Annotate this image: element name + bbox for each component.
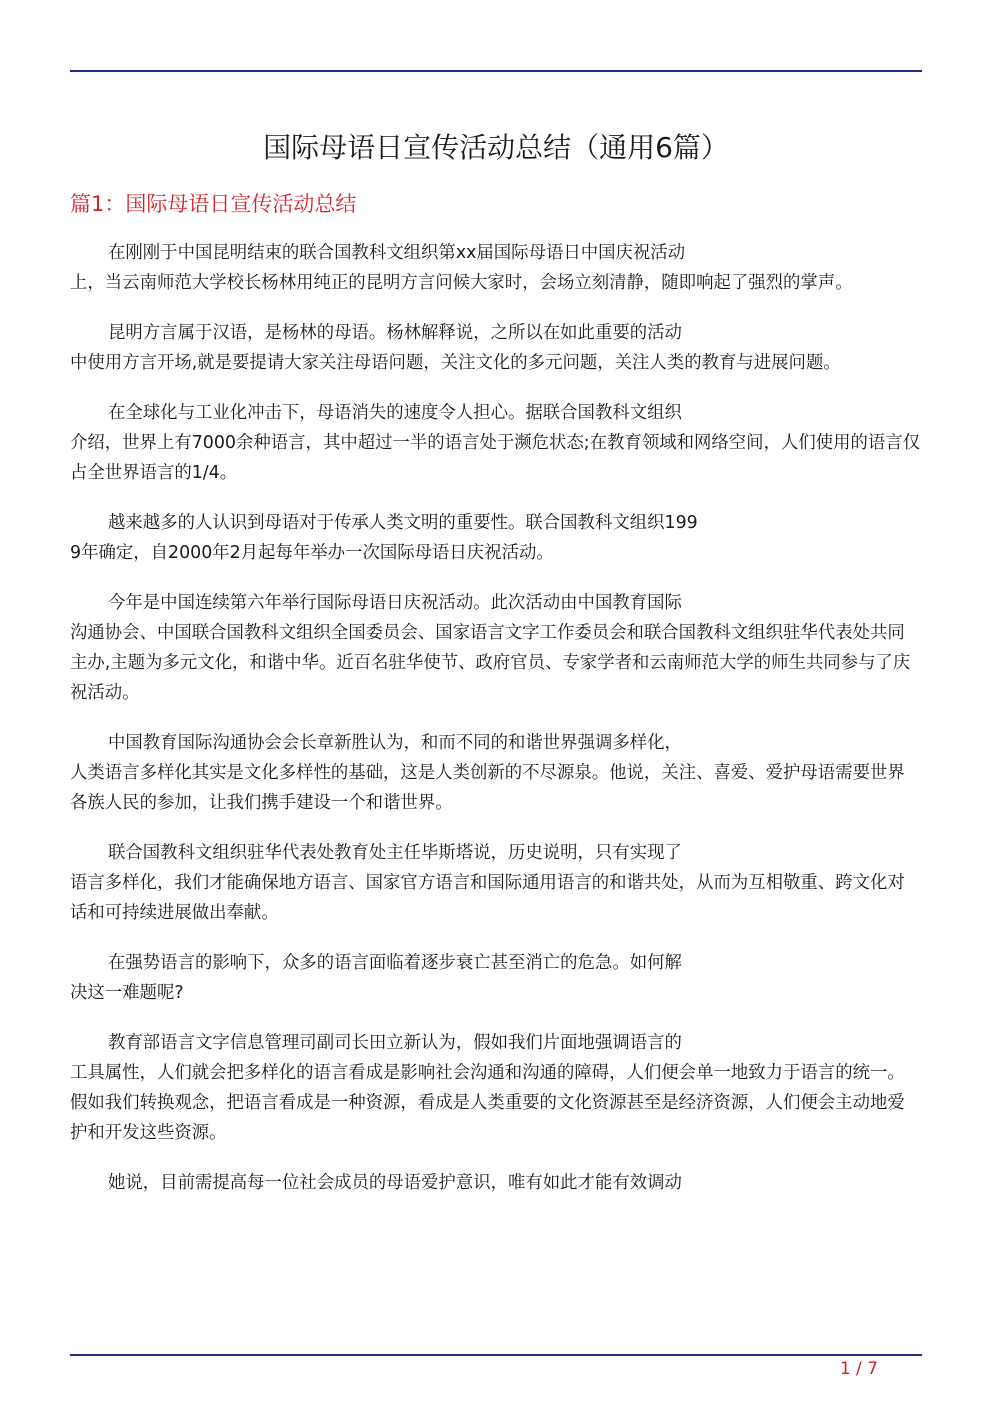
paragraph-first-line: 越来越多的人认识到母语对于传承人类文明的重要性。联合国教科文组织199 bbox=[108, 513, 698, 533]
page-number: 1 / 7 bbox=[839, 1359, 878, 1379]
paragraph bbox=[70, 398, 922, 488]
paragraph-first-line: 昆明方言属于汉语，是杨林的母语。杨林解释说，之所以在如此重要的活动 bbox=[108, 323, 682, 343]
paragraph-continuation: 上，当云南师范大学校长杨林用纯正的昆明方言问候大家时，会场立刻清静，随即响起了强烈的掌声。 bbox=[70, 273, 853, 293]
paragraph-first-line: 在刚刚于中国昆明结束的联合国教科文组织第xx届国际母语日中国庆祝活动 bbox=[108, 243, 686, 263]
paragraph-continuation: 介绍，世界上有7000余种语言，其中超过一半的语言处于濒危状态;在教育领域和网络空间，人们使用的语言仅占全世界语言的1/4。 bbox=[70, 433, 921, 483]
paragraph bbox=[70, 1168, 922, 1198]
paragraph-first-line: 联合国教科文组织驻华代表处教育处主任毕斯塔说，历史说明，只有实现了 bbox=[108, 843, 682, 863]
footer-rule bbox=[70, 1354, 922, 1356]
paragraph-first-line: 她说，目前需提高每一位社会成员的母语爱护意识，唯有如此才能有效调动 bbox=[108, 1173, 682, 1193]
header-rule bbox=[70, 70, 922, 72]
paragraph-continuation: 9年确定，自2000年2月起每年举办一次国际母语日庆祝活动。 bbox=[70, 543, 554, 563]
paragraph-first-line: 今年是中国连续第六年举行国际母语日庆祝活动。此次活动由中国教育国际 bbox=[108, 593, 682, 613]
paragraph bbox=[70, 588, 922, 708]
paragraph-continuation: 人类语言多样化其实是文化多样性的基础，这是人类创新的不尽源泉。他说，关注、喜爱、爱护母语需要世界各族人民的参加，让我们携手建设一个和谐世界。 bbox=[70, 763, 905, 813]
section-heading: 篇1：国际母语日宣传活动总结 bbox=[70, 192, 357, 216]
paragraph bbox=[70, 1028, 922, 1148]
paragraph-first-line: 教育部语言文字信息管理司副司长田立新认为，假如我们片面地强调语言的 bbox=[108, 1033, 682, 1053]
document-title: 国际母语日宣传活动总结（通用6篇） bbox=[263, 131, 729, 164]
paragraph-continuation: 沟通协会、中国联合国教科文组织全国委员会、国家语言文字工作委员会和联合国教科文组织驻华代表处共同主办,主题为多元文化，和谐中华。近百名驻华使节、政府官员、专家学者和云南师范大学的师生共同参与了庆祝活动。 bbox=[70, 623, 911, 703]
paragraph bbox=[70, 728, 922, 818]
paragraph bbox=[70, 838, 922, 928]
paragraph bbox=[70, 318, 922, 378]
paragraph-continuation: 工具属性，人们就会把多样化的语言看成是影响社会沟通和沟通的障碍，人们便会单一地致力于语言的统一。假如我们转换观念，把语言看成是一种资源，看成是人类重要的文化资源甚至是经济资源，人们便会主动地爱护和开发这些资源。 bbox=[70, 1063, 905, 1143]
paragraph-continuation: 语言多样化，我们才能确保地方语言、国家官方语言和国际通用语言的和谐共处，从而为互相敬重、跨文化对话和可持续进展做出奉献。 bbox=[70, 873, 905, 923]
paragraph bbox=[70, 238, 922, 298]
paragraph-continuation: 中使用方言开场,就是要提请大家关注母语问题，关注文化的多元问题，关注人类的教育与进展问题。 bbox=[70, 353, 841, 373]
paragraph bbox=[70, 948, 922, 1008]
paragraph-first-line: 在强势语言的影响下，众多的语言面临着逐步衰亡甚至消亡的危急。如何解 bbox=[108, 953, 682, 973]
paragraph-first-line: 在全球化与工业化冲击下，母语消失的速度令人担心。据联合国教科文组织 bbox=[108, 403, 682, 423]
document-body bbox=[70, 238, 922, 1218]
paragraph-continuation: 决这一难题呢? bbox=[70, 983, 184, 1003]
paragraph-first-line: 中国教育国际沟通协会会长章新胜认为，和而不同的和谐世界强调多样化， bbox=[108, 733, 682, 753]
paragraph bbox=[70, 508, 922, 568]
